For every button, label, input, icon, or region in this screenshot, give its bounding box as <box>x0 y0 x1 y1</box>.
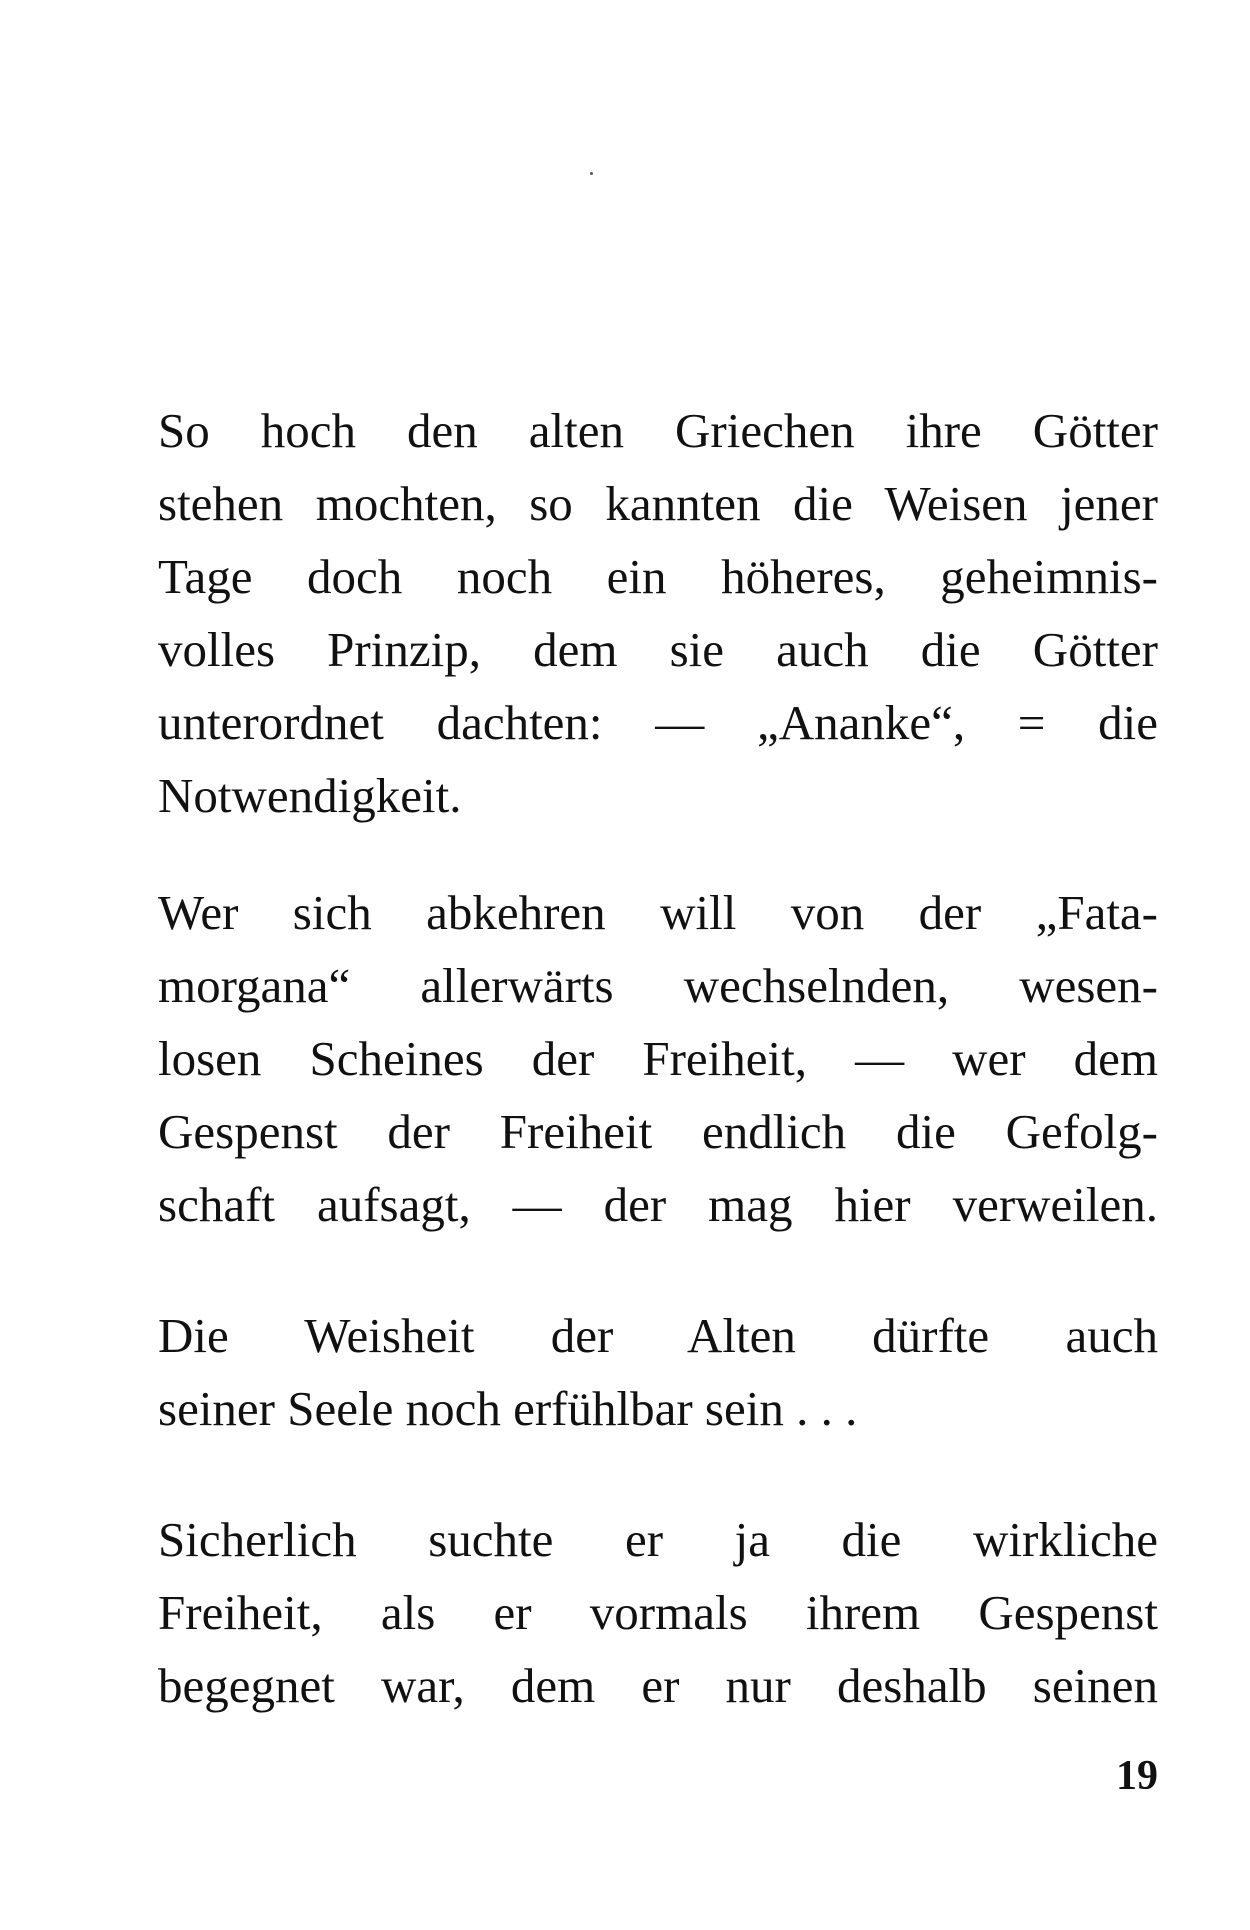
paragraph-line: Die Weisheit der Alten dürfte auch <box>158 1308 1158 1363</box>
paragraph-line: Freiheit, als er vormals ihrem Gespenst <box>158 1585 1158 1640</box>
paragraph-2 <box>158 876 1158 1241</box>
paragraph-line: schaft aufsagt, — der mag hier verweilen. <box>158 1177 1158 1232</box>
paragraph-1 <box>158 394 1158 832</box>
paragraph-line: Sicherlich suchte er ja die wirkliche <box>158 1512 1158 1567</box>
paragraph-line: losen Scheines der Freiheit, — wer dem <box>158 1031 1158 1086</box>
paragraph-line: morgana“ allerwärts wechselnden, wesen- <box>158 958 1158 1013</box>
paragraph-line: unterordnet dachten: — „Ananke“, = die <box>158 695 1158 750</box>
page-number: 19 <box>1116 1753 1158 1799</box>
paragraph-line: Tage doch noch ein höheres, geheimnis- <box>158 549 1158 604</box>
paragraph-3 <box>158 1299 1158 1445</box>
print-speck <box>590 172 593 175</box>
paragraph-line: So hoch den alten Griechen ihre Götter <box>158 403 1158 458</box>
paragraph-line: volles Prinzip, dem sie auch die Götter <box>158 622 1158 677</box>
paragraph-line: seiner Seele noch erfühlbar sein . . . <box>158 1381 858 1436</box>
paragraph-line: stehen mochten, so kannten die Weisen jener <box>158 476 1158 531</box>
paragraph-4 <box>158 1503 1158 1722</box>
paragraph-line: Wer sich abkehren will von der „Fata- <box>158 885 1158 940</box>
paragraph-line: Notwendigkeit. <box>158 768 462 823</box>
paragraph-line: begegnet war, dem er nur deshalb seinen <box>158 1658 1158 1713</box>
paragraph-line: Gespenst der Freiheit endlich die Gefolg- <box>158 1104 1158 1159</box>
